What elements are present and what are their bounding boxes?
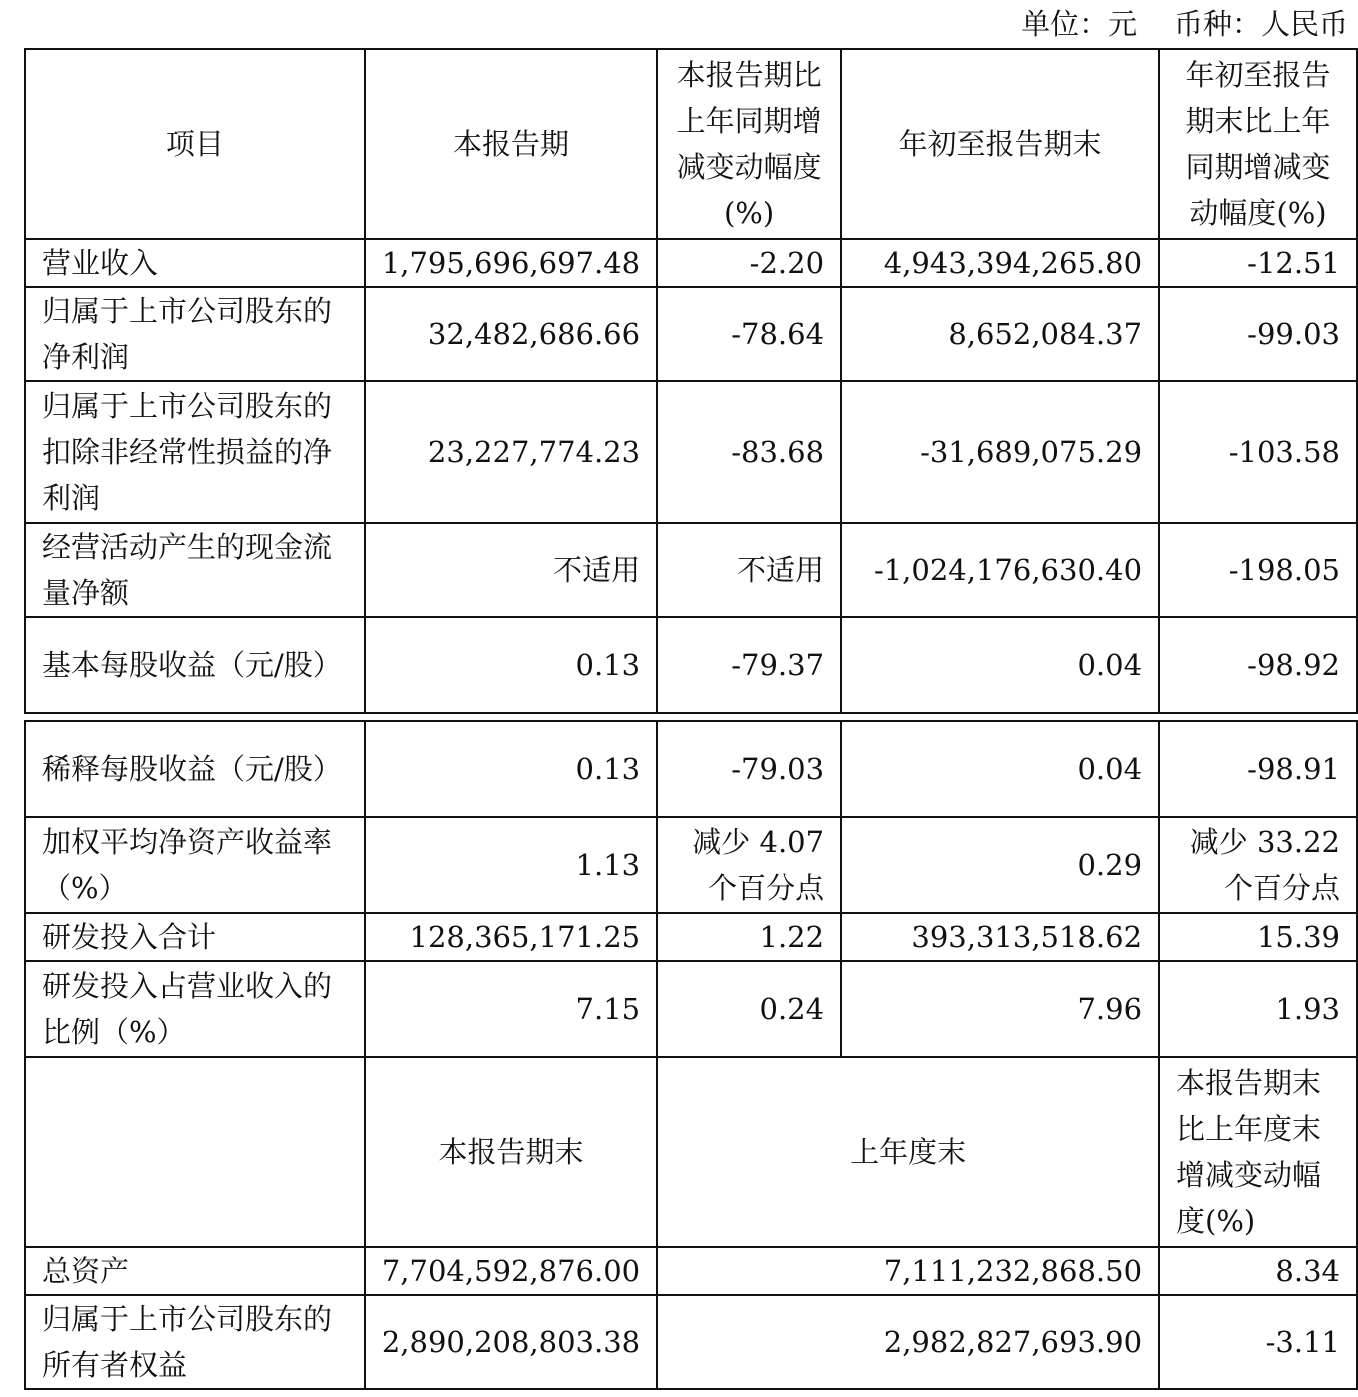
cell-change: 8.34 [1159,1247,1357,1295]
cell-ytd: 4,943,394,265.80 [841,239,1159,287]
cell-current: 0.13 [365,617,657,713]
header-ytd-change: 年初至报告期末比上年同期增减变动幅度(%) [1159,49,1357,239]
table-row [25,381,1357,523]
financial-table-main [24,48,1358,714]
header-period-end: 本报告期末 [365,1057,657,1247]
cell-current-change: -79.37 [657,617,841,713]
header-current-change: 本报告期比上年同期增减变动幅度(%) [657,49,841,239]
row-label: 研发投入占营业收入的比例（%） [25,961,365,1057]
cell-current-change: -2.20 [657,239,841,287]
cell-period-end: 2,890,208,803.38 [365,1295,657,1389]
header-change: 本报告期末比上年度末增减变动幅度(%) [1159,1057,1357,1247]
unit-currency-note: 单位：元 币种：人民币 [1021,7,1348,41]
cell-ytd-change: -103.58 [1159,381,1357,523]
cell-current-change: 0.24 [657,961,841,1057]
cell-current-change: -79.03 [657,721,841,817]
cell-ytd-change: 15.39 [1159,913,1357,961]
row-label: 归属于上市公司股东的所有者权益 [25,1295,365,1389]
cell-current-change: -83.68 [657,381,841,523]
table-row [25,1247,1357,1295]
cell-ytd: 7.96 [841,961,1159,1057]
cell-ytd: 0.04 [841,721,1159,817]
row-label: 归属于上市公司股东的扣除非经常性损益的净利润 [25,381,365,523]
header-current-period: 本报告期 [365,49,657,239]
cell-ytd: 0.29 [841,817,1159,913]
table-row [25,913,1357,961]
cell-ytd-change: -99.03 [1159,287,1357,381]
cell-ytd-change: -98.92 [1159,617,1357,713]
header-ytd: 年初至报告期末 [841,49,1159,239]
cell-current: 23,227,774.23 [365,381,657,523]
table-row [25,523,1357,617]
table-row [25,817,1357,913]
cell-current-change: 不适用 [657,523,841,617]
row-label: 归属于上市公司股东的净利润 [25,287,365,381]
cell-period-end: 7,704,592,876.00 [365,1247,657,1295]
table-row [25,961,1357,1057]
cell-change: -3.11 [1159,1295,1357,1389]
table-row [25,287,1357,381]
row-label: 稀释每股收益（元/股） [25,721,365,817]
cell-ytd: -1,024,176,630.40 [841,523,1159,617]
table-row [25,1295,1357,1389]
cell-current-change: 1.22 [657,913,841,961]
row-label: 经营活动产生的现金流量净额 [25,523,365,617]
table-row [25,617,1357,713]
row-label: 研发投入合计 [25,913,365,961]
financial-table-continued [24,720,1358,1390]
header-item-blank [25,1057,365,1247]
balance-header-row [25,1057,1357,1247]
cell-ytd: 8,652,084.37 [841,287,1159,381]
cell-current: 不适用 [365,523,657,617]
cell-ytd-change: 减少 33.22 个百分点 [1159,817,1357,913]
header-prior-year-end: 上年度末 [657,1057,1159,1247]
table-header-row [25,49,1357,239]
cell-ytd: -31,689,075.29 [841,381,1159,523]
cell-current: 32,482,686.66 [365,287,657,381]
cell-current: 0.13 [365,721,657,817]
table-row [25,721,1357,817]
cell-ytd: 0.04 [841,617,1159,713]
cell-current-change: 减少 4.07 个百分点 [657,817,841,913]
cell-ytd-change: -12.51 [1159,239,1357,287]
row-label: 总资产 [25,1247,365,1295]
row-label: 基本每股收益（元/股） [25,617,365,713]
cell-ytd: 393,313,518.62 [841,913,1159,961]
cell-ytd-change: -198.05 [1159,523,1357,617]
row-label: 营业收入 [25,239,365,287]
cell-current-change: -78.64 [657,287,841,381]
cell-prior-year-end: 7,111,232,868.50 [657,1247,1159,1295]
table-row [25,239,1357,287]
cell-current: 7.15 [365,961,657,1057]
cell-ytd-change: 1.93 [1159,961,1357,1057]
cell-current: 128,365,171.25 [365,913,657,961]
cell-current: 1.13 [365,817,657,913]
row-label: 加权平均净资产收益率（%） [25,817,365,913]
cell-prior-year-end: 2,982,827,693.90 [657,1295,1159,1389]
cell-ytd-change: -98.91 [1159,721,1357,817]
header-item: 项目 [25,49,365,239]
cell-current: 1,795,696,697.48 [365,239,657,287]
